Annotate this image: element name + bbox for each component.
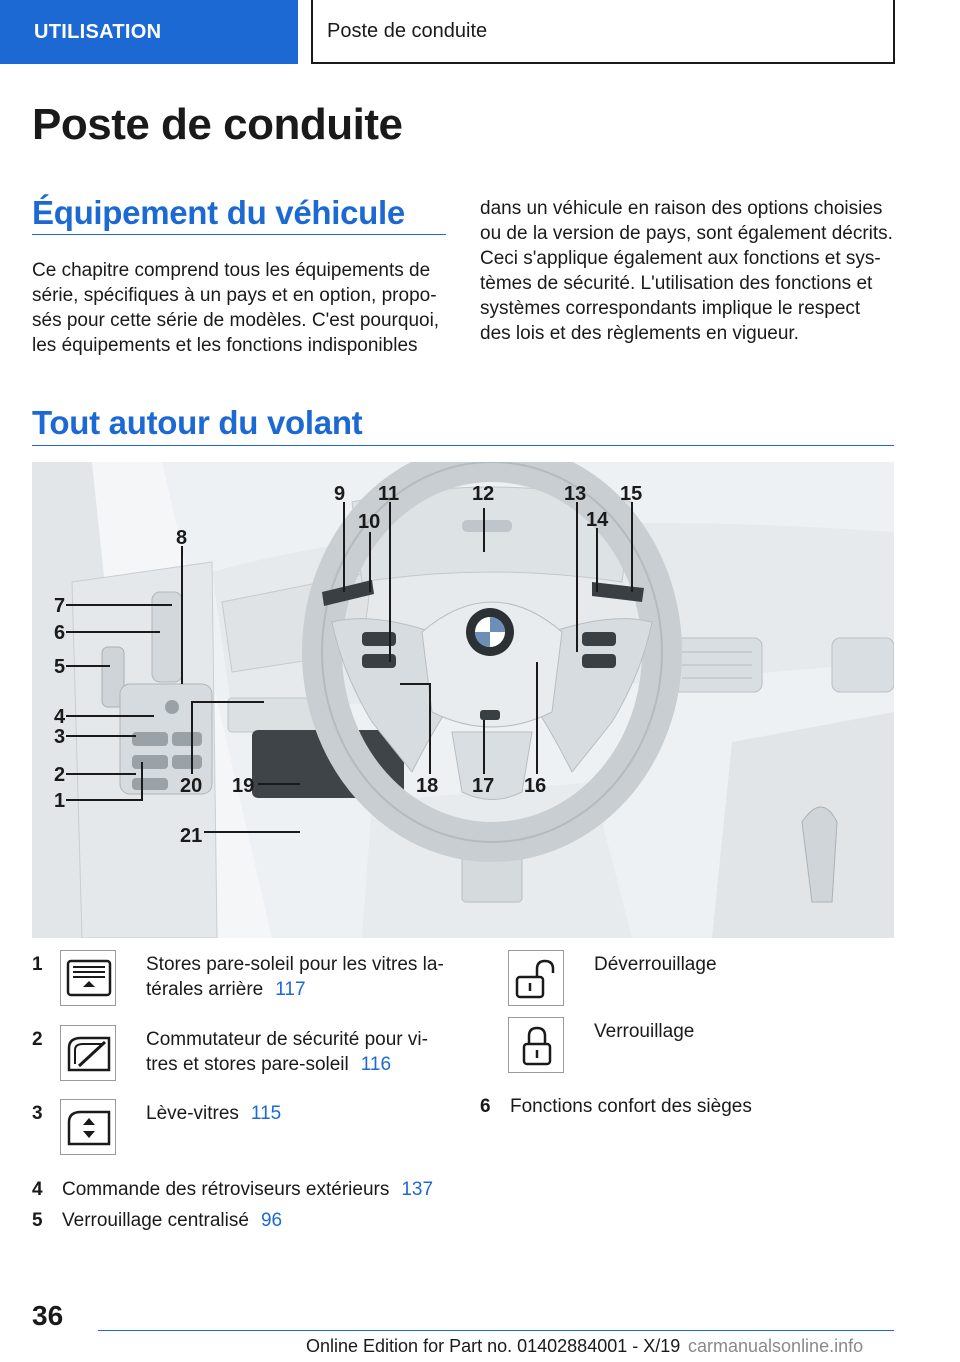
page-reference-link[interactable]: 117 (275, 979, 306, 1000)
legend-number: 1 (32, 954, 43, 975)
callout-1: 1 (54, 790, 66, 812)
unlock-icon (508, 950, 564, 1006)
text-line: Ce chapitre comprend tous les équipements de (32, 260, 431, 281)
legend-item-6: Fonctions confort des sièges (510, 1096, 752, 1117)
legend-item-unlock: Déverrouillage (594, 954, 717, 975)
text-line: systèmes correspondants implique le respect (480, 298, 861, 319)
legend-item-2 (146, 1027, 446, 1077)
footer-edition: Online Edition for Part no. 01402884001 - X/19 (306, 1336, 681, 1356)
watermark: carmanualsonline.info (688, 1336, 864, 1356)
section-heading-equipment: Équipement du véhicule (32, 194, 405, 231)
text-line: dans un véhicule en raison des options choisies (480, 198, 883, 219)
section-tab: UTILISATION (0, 0, 298, 64)
equipment-paragraph-col1 (32, 258, 452, 358)
callout-11: 11 (378, 483, 400, 505)
legend-text-line (146, 1052, 446, 1077)
legend-text: Commande des rétroviseurs extérieurs (62, 1179, 390, 1200)
text-line: sés pour cette série de modèles. C'est pourquoi, (32, 310, 440, 331)
page-reference-link[interactable]: 137 (401, 1179, 434, 1200)
callout-10: 10 (358, 511, 381, 533)
section-heading-steering: Tout autour du volant (32, 404, 363, 441)
legend-item-lock: Verrouillage (594, 1021, 695, 1042)
cockpit-drawing (32, 462, 894, 938)
legend-item-1 (146, 952, 446, 1002)
callout-21: 21 (180, 825, 203, 847)
callout-18: 18 (416, 775, 439, 797)
callout-17: 17 (472, 775, 495, 797)
heading-rule (32, 234, 446, 235)
legend-text-line: Stores pare-soleil pour les vitres la- (146, 954, 444, 975)
callout-5: 5 (54, 656, 66, 678)
rear-sunblind-icon (60, 950, 116, 1006)
legend-text: Verrouillage centralisé (62, 1210, 249, 1231)
page-number: 36 (32, 1300, 64, 1331)
text-line: ou de la version de pays, sont également décrits. (480, 223, 893, 244)
legend-number: 5 (32, 1210, 43, 1231)
callout-6: 6 (54, 622, 66, 644)
callout-9: 9 (334, 483, 346, 505)
equipment-paragraph-col2 (480, 196, 900, 346)
callout-19: 19 (232, 775, 255, 797)
text-line: tèmes de sécurité. L'utilisation des fonctions et (480, 273, 873, 294)
window-safety-switch-icon (60, 1025, 116, 1081)
legend-text-line (146, 977, 446, 1002)
callout-7: 7 (54, 595, 66, 617)
callout-14: 14 (586, 509, 609, 531)
page-title: Poste de conduite (32, 100, 403, 149)
callout-2: 2 (54, 764, 66, 786)
breadcrumb: Poste de conduite (311, 0, 895, 64)
legend-item-5 (62, 1208, 462, 1233)
callout-12: 12 (472, 483, 495, 505)
legend-item-4 (62, 1177, 462, 1202)
legend-number: 3 (32, 1103, 43, 1124)
legend-text: térales arrière (146, 979, 264, 1000)
legend-item-3 (146, 1101, 446, 1126)
legend-number: 2 (32, 1029, 43, 1050)
footer-rule (98, 1330, 894, 1331)
text-line: les équipements et les fonctions indisponibles (32, 335, 418, 356)
text-line: des lois et des règlements en vigueur. (480, 323, 799, 344)
lock-icon (508, 1017, 564, 1073)
legend-number: 4 (32, 1179, 43, 1200)
callout-20: 20 (180, 775, 203, 797)
legend-text: Lève-vitres (146, 1103, 239, 1124)
callout-3: 3 (54, 726, 66, 748)
callout-15: 15 (620, 483, 643, 505)
legend-text: tres et stores pare-soleil (146, 1054, 349, 1075)
text-line: série, spécifiques à un pays et en option, propo- (32, 285, 437, 306)
power-window-icon (60, 1099, 116, 1155)
legend-text-line: Commutateur de sécurité pour vi- (146, 1029, 428, 1050)
text-line: Ceci s'applique également aux fonctions et sys- (480, 248, 881, 269)
callout-4: 4 (54, 706, 66, 728)
cockpit-illustration (32, 462, 894, 938)
heading-rule (32, 445, 894, 446)
page-reference-link[interactable]: 116 (360, 1054, 392, 1075)
legend-number: 6 (480, 1096, 491, 1117)
callout-8: 8 (176, 527, 188, 549)
page-reference-link[interactable]: 115 (250, 1103, 282, 1124)
callout-13: 13 (564, 483, 587, 505)
callout-16: 16 (524, 775, 547, 797)
page-reference-link[interactable]: 96 (260, 1210, 283, 1231)
